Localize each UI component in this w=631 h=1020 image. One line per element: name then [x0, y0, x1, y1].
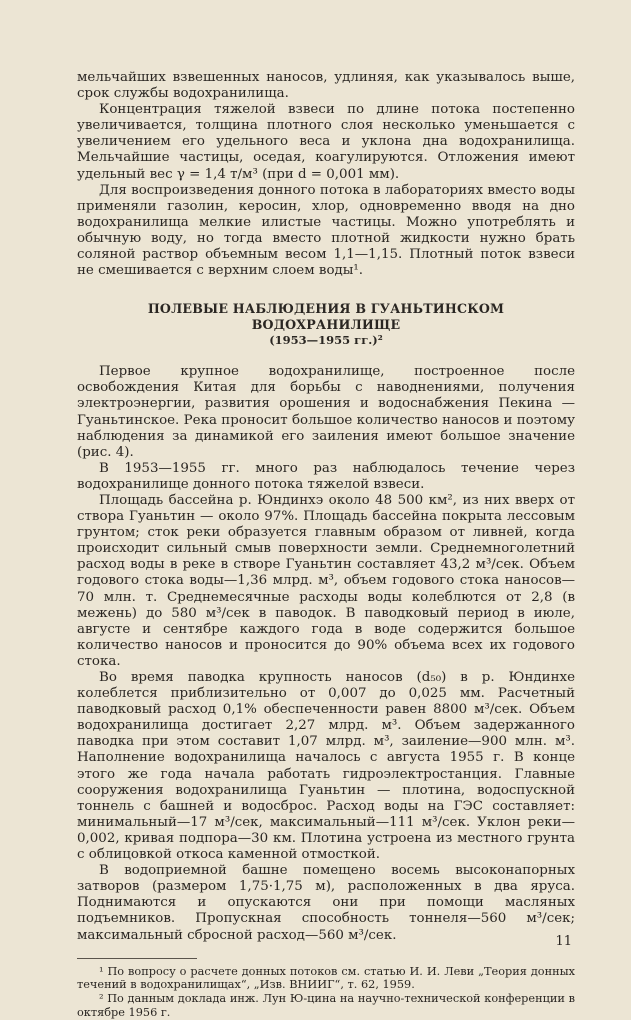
paragraph: В водоприемной башне помещено восемь высоконапорных затворов (размером 1,75·1,75 м), расположенных в два яруса. Поднимаются и опускаются они при помощи масляных подъемников. Пропускная способность тоннеля—560 м³/сек; максимальный сбросной расход—560 м³/сек.: [77, 863, 575, 943]
section-subtitle: (1953—1955 гг.)²: [269, 333, 383, 348]
page-number: 11: [555, 934, 572, 949]
paragraph: мельчайших взвешенных наносов, удлиняя, как указывалось выше, срок службы водохранилища.: [77, 70, 575, 102]
footnote: ² По данным доклада инж. Лун Ю-цина на научно-технической конференции в октябре 1956 г.: [77, 992, 575, 1019]
paragraph: В 1953—1955 гг. много раз наблюдалось течение через водохранилище донного потока тяжелой взвеси.: [77, 460, 575, 492]
paragraph: Первое крупное водохранилище, построенное после освобождения Китая для борьбы с наводнениями, получения электроэнергии, развития орошения и водоснабжения Пекина — Гуаньтинское. Река проносит большое количество наносов и поэтому наблюдения за динамикой его заиления имеют большое значение (рис. 4).: [77, 364, 575, 460]
paragraph: Для воспроизведения донного потока в лабораториях вместо воды применяли газолин, керосин, хлор, одновременно вводя на дно водохранилища мелкие илистые частицы. Можно употреблять и обычную воду, но тогда вместо плотной жидкости нужно брать соляной раствор объемным весом 1,1—1,15. Плотный поток взвеси не смешивается с верхним слоем воды¹.: [77, 182, 575, 279]
paragraph: Концентрация тяжелой взвеси по длине потока постепенно увеличивается, толщина плотного слоя несколько уменьшается с увеличением его удельного веса и уклона дна водохранилища. Мельчайшие частицы, оседая, коагулируются. Отложения имеют удельный вес γ = 1,4 т/м³ (при d = 0,001 мм).: [77, 102, 575, 182]
section-title: ПОЛЕВЫЕ НАБЛЮДЕНИЯ В ГУАНЬТИНСКОМ ВОДОХРАНИЛИЩЕ: [147, 301, 505, 333]
paragraph: Площадь бассейна р. Юндинхэ около 48 500 км², из них вверх от створа Гуаньтин — около 97%. Площадь бассейна покрыта лессовым грунтом; сток реки образуется главным образом от ливней, когда происходит сильный смыв поверхности земли. Среднемноголетний расход воды в реке в створе Гуаньтин составляет 43,2 м³/сек. Объем годового стока воды—1,36 млрд. м³, объем годового стока наносов—70 млн. т. Среднемесячные расходы воды колеблются от 2,8 (в межень) до 580 м³/сек в паводок. В паводковый период в июле, августе и сентябре каждого года в воде содержится большое количество наносов и проносится до 90% объема всех их годового стока.: [77, 492, 575, 669]
footnote: ¹ По вопросу о расчете донных потоков см. статью И. И. Леви „Теория донных течений в водохранилищах“, „Изв. ВНИИГ“, т. 62, 1959.: [77, 964, 575, 992]
footnote-divider: [77, 958, 197, 959]
paragraph: Во время паводка крупность наносов (d₅₀) в р. Юндинхе колеблется приблизительно от 0,007 до 0,025 мм. Расчетный паводковый расход 0,1% обеспеченности равен 8800 м³/сек. Объем водохранилища достигает 2,27 млрд. м³. Объем задержанного паводка при этом составит 1,07 млрд. м³, заиление—900 млн. м³. Наполнение водохранилища началось с августа 1955 г. В конце этого же года начала работать гидроэлектростанция. Главные сооружения водохранилища Гуаньтин — плотина, водоспускной тоннель с башней и водосброс. Расход воды на ГЭС составляет: минимальный—17 м³/сек, максимальный—111 м³/сек. Уклон реки—0,002, кривая подпора—30 км. Плотина устроена из местного грунта с облицовкой откоса каменной отмосткой.: [77, 670, 575, 863]
main-text-block: [77, 364, 575, 943]
footnotes: [77, 965, 575, 1020]
top-text-block: [77, 70, 575, 279]
